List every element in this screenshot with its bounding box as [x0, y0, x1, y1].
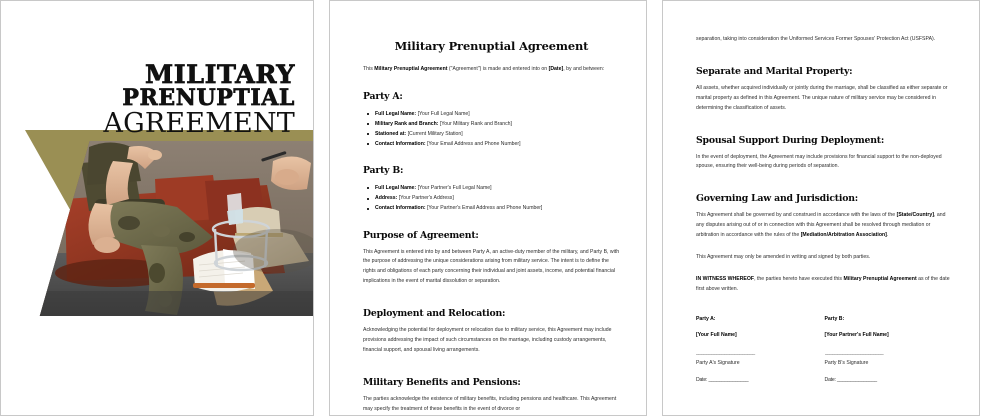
- governing-law-body: This Agreement shall be governed by and construed in accordance with the laws of the [State/Country], and any disputes arising out of or in connection with this Agreement shall be resolved through mediation or arbitration in accordance with the rules of the [Mediation/Arbitration Association].: [696, 212, 946, 239]
- signature-block: [696, 315, 953, 386]
- signature-column-party-a: [696, 315, 825, 386]
- signature-party-a-line[interactable]: _______________________: [696, 350, 755, 357]
- signature-party-a-name: [Your Full Name]: [696, 332, 737, 339]
- benefits-heading: Military Benefits and Pensions:: [363, 376, 521, 388]
- list-item: Stationed at: [Current Military Station]: [363, 129, 620, 139]
- signature-party-b-line[interactable]: _______________________: [824, 350, 884, 357]
- page-end-content: [696, 1, 953, 415]
- spousal-support-heading: Spousal Support During Deployment:: [696, 134, 885, 146]
- governing-law-heading: Governing Law and Jurisdiction:: [696, 193, 858, 205]
- party-b-heading: Party B:: [363, 165, 404, 177]
- cover-title-line-3: AGREEMENT: [103, 107, 295, 139]
- list-item: Address: [Your Partner's Address]: [363, 193, 620, 203]
- party-a-list: [363, 109, 620, 149]
- signature-party-b-date[interactable]: Date: _______________: [824, 377, 877, 384]
- deployment-heading: Deployment and Relocation:: [363, 308, 506, 320]
- amendment-body: This Agreement may only be amended in writing and signed by both parties.: [696, 254, 871, 261]
- property-heading: Separate and Marital Property:: [696, 65, 853, 77]
- cover-title-line-1: MILITARY: [145, 60, 295, 90]
- property-body: All assets, whether acquired individually or jointly during the marriage, shall be classified as either separate or marital property as defined in this Agreement. The unique nature of military service may be considered in determining the classification of assets.: [696, 84, 948, 111]
- purpose-body: This Agreement is entered into by and between Party A, an active-duty member of the military, and Party B, with the purpose of addressing the unique considerations arising from military service. The intent is to define the rights and obligations of each party concerning their individual and joint assets, income, and potential financial implications in the event of marital dissolution or separation.: [363, 248, 620, 285]
- cover-title: [1, 60, 295, 139]
- spousal-support-body: In the event of deployment, the Agreement may include provisions for financial support to the non-deployed spouse, ensuring their well-being during periods of separation.: [696, 153, 942, 170]
- party-a-heading: Party A:: [363, 90, 403, 102]
- signature-party-b-label: Party B:: [824, 315, 845, 322]
- list-item: Full Legal Name: [Your Partner's Full Legal Name]: [363, 183, 620, 193]
- continuation-paragraph: separation, taking into consideration the Uniformed Services Former Spouses' Protection Act (USFSPA).: [696, 36, 936, 42]
- intro-paragraph: This Military Prenuptial Agreement ("Agreement") is made and entered into on [Date], by and between:: [363, 66, 605, 72]
- signature-column-party-b: [825, 315, 954, 386]
- purpose-heading: Purpose of Agreement:: [363, 229, 479, 241]
- list-item: Military Rank and Branch: [Your Military Rank and Branch]: [363, 119, 620, 129]
- cover-title-line-2: PRENUPTIAL: [122, 85, 295, 112]
- signature-party-b-caption: Party B's Signature: [824, 360, 869, 367]
- list-item: Contact Information: [Your Partner's Email Address and Phone Number]: [363, 203, 620, 213]
- list-item: Contact Information: [Your Email Address and Phone Number]: [363, 139, 620, 149]
- party-b-list: [363, 183, 620, 213]
- benefits-body: The parties acknowledge the existence of military benefits, including pensions and healthcare. This Agreement may specify the treatment of these benefits in the event of divorce or: [363, 395, 617, 412]
- witness-body: IN WITNESS WHEREOF, the parties hereto have executed this Military Prenuptial Agreement as of the date first above written.: [696, 275, 950, 292]
- document-heading: Military Prenuptial Agreement: [394, 39, 589, 53]
- document-page-cover[interactable]: [0, 0, 314, 416]
- signature-party-a-caption: Party A's Signature: [696, 360, 740, 367]
- deployment-body: Acknowledging the potential for deployment or relocation due to military service, this Agreement may include provisions addressing the impact of such circumstances on the marriage, including custody arrangements, financial support, and spousal living arrangements.: [363, 327, 612, 353]
- document-page-body[interactable]: [329, 0, 647, 416]
- list-item: Full Legal Name: [Your Full Legal Name]: [363, 109, 620, 119]
- signature-party-a-date[interactable]: Date: _______________: [696, 377, 749, 384]
- signature-party-b-name: [Your Partner's Full Name]: [824, 332, 889, 339]
- document-page-signatures[interactable]: [662, 0, 980, 416]
- page-body-content: [363, 1, 620, 415]
- signature-party-a-label: Party A:: [696, 315, 716, 322]
